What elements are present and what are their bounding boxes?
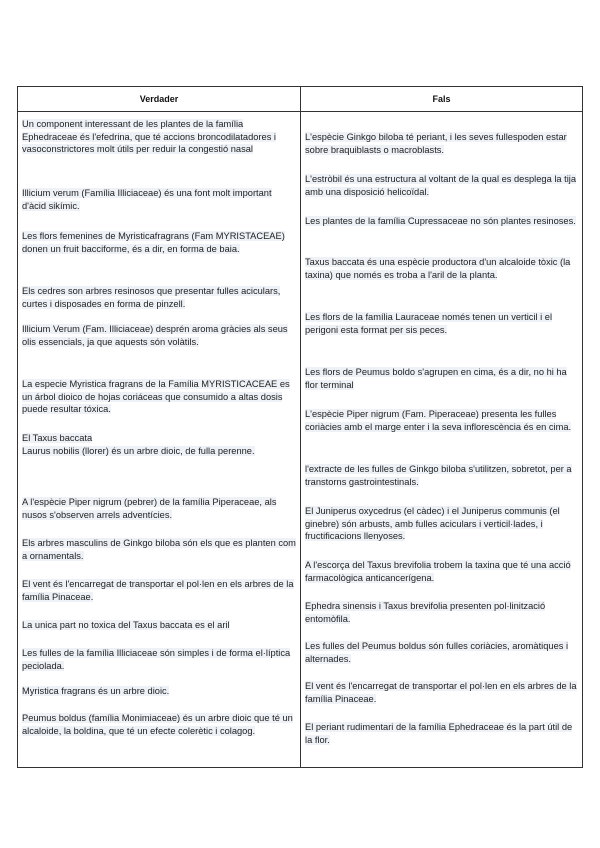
statement-false: Ephedra sinensis i Taxus brevifolia presenten pol·linització entomòfila.: [305, 601, 546, 624]
statement-true: La unica part no toxica del Taxus baccata es el aril: [22, 620, 230, 630]
statement-true: Un component interessant de les plantes de la família Ephedraceae és l'efedrina, que té accions broncodilatadores i vasoconstrictores molt útils per reduir la congestió nasal: [22, 119, 276, 155]
statement-false: l'extracte de les fulles de Ginkgo biloba s'utilitzen, sobretot, per a transtorns gastrointestinals.: [305, 464, 572, 487]
statement-false: Les flors de Peumus boldo s'agrupen en cima, és a dir, no hi ha flor terminal: [305, 367, 567, 390]
statement-false: Les flors de la família Lauraceae només tenen un verticil i el perigoni esta format per sis peces.: [305, 312, 553, 335]
statement-true: Les fulles de la família Illiciaceae són simples i de forma el·líptica peciolada.: [22, 648, 291, 671]
statement-false: Les plantes de la família Cupressaceae no són plantes resinoses.: [305, 216, 576, 226]
statement-true: Illicium Verum (Fam. Illiciaceae) desprén aroma gràcies als seus olis essencials, ja que aquests són volàtils.: [22, 324, 288, 347]
statement-true: El vent és l'encarregat de transportar el pol·len en els arbres de la família Pinaceae.: [22, 579, 294, 602]
statement-true: Myristica fragrans és un arbre dioic.: [22, 686, 170, 696]
statement-false: L'espècie Ginkgo biloba té periant, i les seves fullespoden estar sobre braquiblasts o macroblasts.: [305, 132, 567, 155]
statement-true: Els arbres masculins de Ginkgo biloba són els que es planten com a ornamentals.: [22, 538, 296, 561]
statement-true: Laurus nobilis (llorer) és un arbre dioic, de fulla perenne.: [22, 446, 255, 456]
statement-true: Peumus boldus (família Monimiaceae) és un arbre dioic que té un alcaloide, la boldina, que té un efecte colerètic i colagog.: [22, 713, 293, 736]
statement-true: El Taxus baccata: [22, 433, 93, 443]
statement-false: El Juniperus oxycedrus (el càdec) i el Juniperus communis (el ginebre) són arbusts, amb fulles aciculars i verticil·lades, i fructificacions llenyoses.: [305, 506, 560, 542]
statement-true: A l'espècie Piper nigrum (pebrer) de la família Piperaceae, als nusos s'observen arrels adventícies.: [22, 497, 277, 520]
statement-true: Illicium verum (Família Illiciaceae) és una font molt important d'àcid sikímic.: [22, 188, 272, 211]
statement-false: El vent és l'encarregat de transportar el pol·len en els arbres de la família Pinaceae.: [305, 681, 577, 704]
statement-false: Taxus baccata és una espècie productora d'un alcaloide tòxic (la taxina) que només es troba a l'aril de la planta.: [305, 257, 571, 280]
statement-false: A l'escorça del Taxus brevifolia trobem la taxina que té una acció farmacològica anticancerígena.: [305, 560, 571, 583]
statement-true: Els cedres son arbres resinosos que presentar fulles aciculars, curtes i disposades en forma de pinzell.: [22, 286, 281, 309]
statement-false: L'estròbil és una estructura al voltant de la qual es desplega la tija amb una disposició helicoïdal.: [305, 174, 577, 197]
header-fals: Fals: [432, 94, 451, 104]
header-divider: [18, 111, 582, 112]
statement-true: Les flors femenines de Myristicafragrans (Fam MYRISTACEAE) donen un fruit bacciforme, és a dir, en forma de baia.: [22, 231, 285, 254]
column-divider: [300, 87, 301, 767]
statement-false: Les fulles del Peumus boldus són fulles coriàcies, aromàtiques i alternades.: [305, 641, 569, 664]
statement-false: L'espècie Piper nigrum (Fam. Piperaceae) presenta les fulles coriàcies amb el marge enter i la seva inflorescència és en cima.: [305, 409, 572, 432]
header-verdader: Verdader: [139, 94, 179, 104]
statement-false: El periant rudimentari de la família Ephedraceae és la part útil de la flor.: [305, 722, 573, 745]
statements-table: [17, 86, 583, 768]
statement-true: La especie Myristica fragrans de la Família MYRISTICACEAE es un árbol dioico de hojas coriáceas que consumido a altas dosis puede resultar tóxica.: [22, 379, 290, 415]
